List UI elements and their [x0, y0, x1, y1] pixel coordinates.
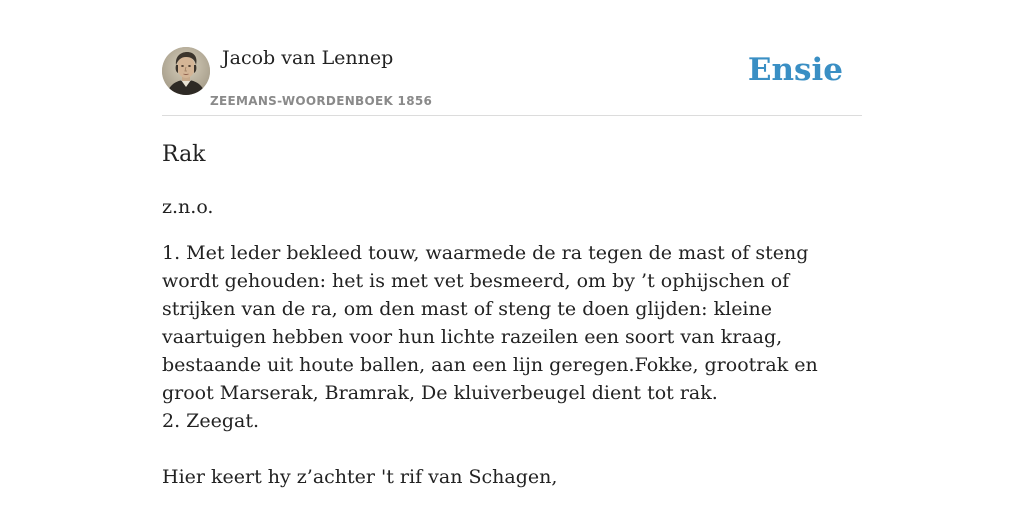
definition-item: 1. Met leder bekleed touw, waarmede de ra tegen de mast of steng wordt gehouden: het is met vet besmeerd, om by ’t ophijschen of strijken van de ra, om den mast of steng te doen glijden: kleine vaartuigen hebben voor hun lichte razeilen een soort van kraag, bestaande uit houte ballen, aan een lijn geregen.Fokke, grootrak en groot Marserak, Bramrak, De kluiverbeugel dient tot rak. — [162, 242, 818, 404]
author-avatar[interactable] — [162, 47, 210, 95]
entry-header — [162, 0, 862, 116]
definition-item: 2. Zeegat. — [162, 410, 260, 432]
quote-line: Hier keert hy z’achter 't rif van Schagen, — [162, 466, 558, 488]
grammar-label: z.n.o. — [162, 196, 214, 218]
definitions — [162, 239, 862, 435]
author-name[interactable]: Jacob van Lennep — [222, 47, 394, 69]
brand-logo[interactable]: Ensie — [747, 52, 843, 88]
page-content — [162, 0, 862, 116]
entry-title: Rak — [162, 142, 206, 167]
source-label[interactable]: ZEEMANS-WOORDENBOEK 1856 — [210, 94, 433, 108]
portrait-icon — [162, 47, 210, 95]
